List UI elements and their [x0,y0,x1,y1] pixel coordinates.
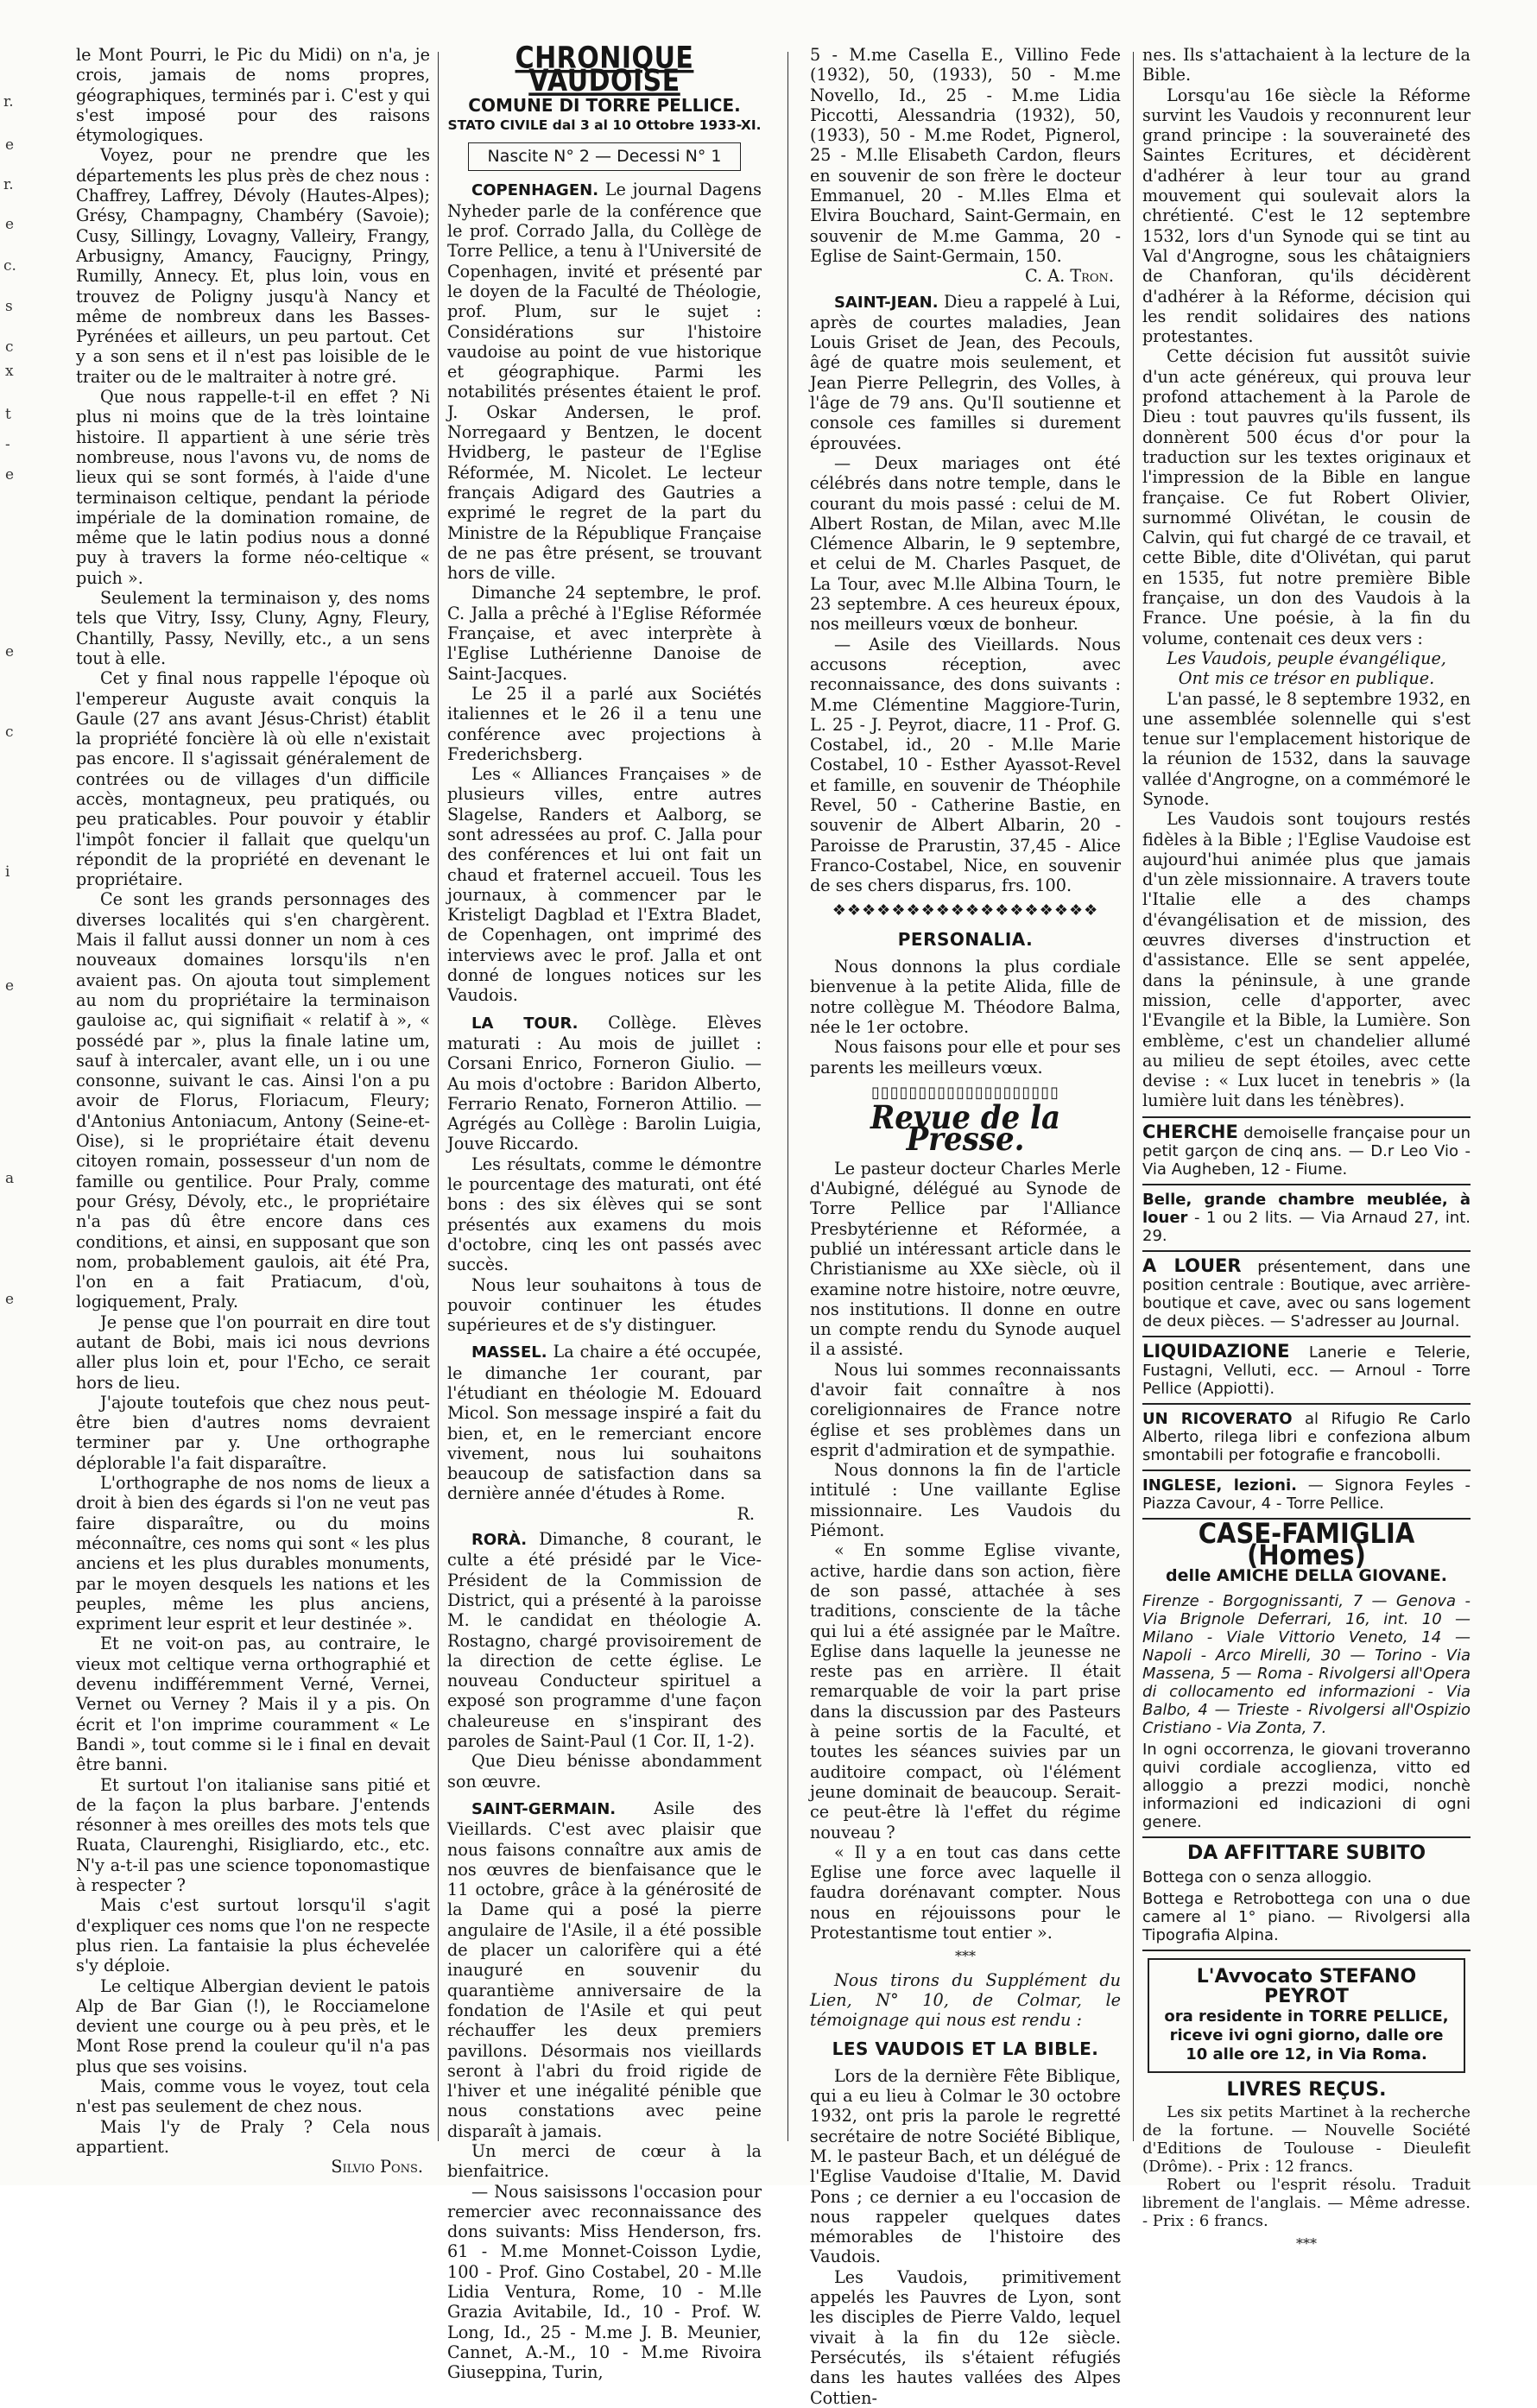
ad-heading: INGLESE, lezioni. [1142,1476,1297,1495]
section-title: CHRONIQUE VAUDOISE [515,41,694,99]
paragraph: J'ajoute toutefois que chez nous peut-être bien d'autres noms devraient terminer par y. Une orthographe déplorable l'a fait disparaître. [76,1392,430,1473]
ad-liquidazione [1142,1340,1471,1398]
ad-heading: UN RICOVERATO [1142,1409,1293,1428]
ad-affittare-heading: DA AFFITTARE SUBITO [1186,1842,1426,1864]
paragraph: Nous faisons pour elle et pour ses parents les meilleurs vœux. [810,1037,1121,1078]
paragraph: 5 - M.me Casella E., Villino Fede (1932), 50, (1933), 50 - M.me Novello, Id., 25 - M.me Lidia Piccotti, Alessandria (1932), 50, (1933), 50 - M.me Rodet, Pignerol, 25 - M.lle Elisabeth Cardon, fleurs en souvenir de son frère le docteur Emmanuel, 20 - M.lles Elma et Elvira Bouchard, Saint-Germain, en souvenir de M.me Gamma, 20 - Eglise de Saint-Germain, 150. [810,45,1121,266]
paragraph: Dimanche, 8 courant, le culte a été présidé par le Vice-Président de la Commission de District, qui a présenté à la paroisse M. le candidat en théologie A. Rostagno, chargé provisoirement de la direction de cette église. Le nouveau Conducteur spirituel a exposé son programme d'une façon chaleureuse en s'inspirant des paroles de Saint-Paul (1 Cor. II, 1-2). [447,1529,762,1752]
ad-ricoverato [1142,1410,1471,1464]
ad-text: In ogni occorrenza, le giovani troveranno quivi cordiale accoglienza, vitto ed alloggio a prezzi modici, nonchè informazioni ed indicazioni di ogni genere. [1142,1740,1471,1831]
column-chronique-continued [810,45,1121,2408]
paragraph: — Nous saisissons l'occasion pour remercier avec reconnaissance des dons suivants: Miss Henderson, frs. 61 - M.me Monnet-Coisson Lydie, 100 - Prof. Gino Costabel, 20 - M.lle Lidia Ventura, Rome, 10 - M.lle Grazia Avitabile, Id., 10 - Prof. W. Long, Id., 25 - M.me J. B. Meunier, Cannet, A.-M., 10 - M.me Rivoira Giuseppina, Turin, [447,2181,762,2383]
verse-line: Ont mis ce trésor en publique. [1178,668,1435,689]
ad-case-famiglia-subtitle: delle AMICHE DELLA GIOVANE. [1166,1566,1447,1586]
paragraph: Mais, comme vous le voyez, tout cela n'est pas seulement de chez nous. [76,2076,430,2117]
dateline: LA TOUR. [471,1014,579,1033]
margin-fragment: s [5,298,13,315]
author-signature: R. [737,1503,755,1524]
margin-fragment: e [5,977,15,995]
paragraph: Dimanche 24 septembre, le prof. C. Jalla a prêché à l'Eglise Réformée Française, et avec interprète à l'Eglise Luthérienne Danoise de Saint-Jacques. [447,583,762,684]
paragraph: Nous tirons du Supplément du Lien, N° 10, de Colmar, le témoignage qui nous est rendu : [810,1969,1121,2031]
paragraph: Que nous rappelle-t-il en effet ? Ni plus ni moins que de la très lointaine histoire. Il appartient à une série très nombreuse, nous l'avons vu, de noms de lieux qui se sont formés, à l'aide d'une terminaison celtique, pendant la période impériale de la domination romaine, de même que le latin podius nous a donné puy à travers la forme néo-celtique « puich ». [76,387,430,588]
dateline: RORÀ. [471,1531,528,1550]
stato-civile-heading: STATO CIVILE dal 3 al 10 Ottobre 1933-XI. [447,117,762,133]
ad-rule [1142,1469,1471,1471]
paragraph: Cette décision fut aussitôt suivie d'un acte généreux, qui prouva leur profond attachement à la Parole de Dieu : tout pauvres qu'ils fussent, ils donnèrent 500 écus d'or pour la traduction sur les textes originaux et l'impression de la Bible en langue française. Ce fut Robert Olivier, surnommé Olivétan, le cousin de Calvin, qui fut chargé de ce travail, et cette Bible, dite d'Olivétan, qui parut en 1535, fut notre première Bible française, un don des Vaudois à la France. Une poésie, à la fin du volume, contenait ces deux vers : [1142,346,1471,648]
paragraph: Le celtique Albergian devient le patois Alp de Bar Gian (!), le Rocciamelone devient une courge ou à peu près, et le Mont Rose prend la couleur qu'il n'a pas plus que ses voisins. [76,1975,430,2076]
paragraph: Robert ou l'esprit résolu. Traduit librement de l'anglais. — Même adresse. - Prix : 6 francs. [1142,2175,1471,2230]
column-rule [1133,52,1134,2141]
paragraph: — Deux mariages ont été célébrés dans notre temple, dans le courant du mois passé : celui de M. Albert Rostan, de Milan, avec M.lle Clémence Albarin, le 9 septembre, et celui de M. Charles Pasquet, de La Tour, avec M.lle Albina Tourn, le 23 septembre. A ces heureux époux, nos meilleurs vœux de bonheur. [810,452,1121,635]
margin-fragment: t [5,406,11,423]
column-rule [438,52,439,2141]
paragraph: Mais l'y de Praly ? Cela nous appartient. [76,2116,430,2157]
paragraph: Cet y final nous rappelle l'époque où l'empereur Auguste avait conquis la Gaule (27 ans avant Jésus-Christ) établit la propriété foncière là où elle n'existait pas encore. Il s'agissait généralement de contrées ou de villages d'un difficile accès, montagneux, peu pratiqués, ou peu praticables. Pour pouvoir y établir l'impôt foncier il fallait que quelqu'un répondit de la propriété en devenant le propriétaire. [76,668,430,890]
margin-fragment: c. [3,257,16,275]
paragraph: L'orthographe de nos noms de lieux a droit à bien des égards si l'on ne veut pas faire disparaître, ou du moins méconnaître, ces noms qui sont « les plus anciens et les plus durables monuments, par le moyen desquels les nations et les peuples, même les plus anciens, expriment leur esprit et leur destinée ». [76,1473,430,1634]
paragraph: Le journal Dagens Nyheder parle de la conférence que le prof. Corrado Jalla, du Collège de Torre Pellice, a tenu à l'Université de Copenhagen, invité et présenté par le doyen de la Faculté de Théologie, prof. Plum, sur le sujet : Considérations sur l'histoire vaudoise au point de vue historique et géographique. Parmi les notabilités présentes étaient le prof. J. Oskar Andersen, le prof. Norregaard y Bentzen, le docent Hvidberg, le pasteur de l'Eglise Réformée, M. Nicolet. Le lecteur français Adigard des Gautries a exprimé le regret de la part du Ministre de la République Française de ne pas être présent, se trouvant hors de ville. [447,180,762,584]
margin-fragment: r. [3,176,14,193]
paragraph: Les Vaudois, primitivement appelés les Pauvres de Lyon, sont les disciples de Pierre Valdo, lequel vivait à la fin du 12e siècle. Persécutés, ils s'étaient réfugiés dans les hautes vallées des Alpes Cottien- [810,2266,1121,2408]
ad-rule [1142,1950,1471,1951]
paragraph: Les « Alliances Françaises » de plusieurs villes, entre autres Slagelse, Randers et Aalborg, se sont adressées au prof. C. Jalla pour des conférences et lui ont fait un chaud et fraternel accueil. Tous les journaux, à commencer par le Kristeligt Dagblad et l'Extra Bladet, de Copenhagen, ont imprimé des interviews avec le prof. Jalla et ont donné de longues notices sur les Vaudois. [447,764,762,1006]
births-deaths-box: Nascite N° 2 — Decessi N° 1 [468,142,741,171]
ad-text: al Rifugio Re Carlo Alberto, rilega libri e confeziona album smontabili per fotografie e francobolli. [1142,1409,1471,1464]
paragraph: Les six petits Martinet à la recherche de la fortune. — Nouvelle Société d'Editions de Toulouse - Dieulefit (Drôme). - Prix : 12 francs. [1142,2102,1471,2176]
paragraph: Lors de la dernière Fête Biblique, qui a eu lieu à Colmar le 30 octobre 1932, ont pris la parole le regretté secrétaire de notre Société Biblique, M. le pasteur Bach, et un délégué de l'Eglise Vaudoise d'Italie, M. David Pons ; ce dernier a eu l'occasion de nous rappeler quelques dates mémorables de l'histoire des Vaudois. [810,2065,1121,2267]
margin-fragment: - [5,436,10,453]
paragraph: La chaire a été occupée, le dimanche 1er courant, par l'étudiant en théologie M. Edouard Micol. Son message inspiré a fait du bien, et, en le remerciant encore vivement, nous lui souhaitons beaucoup de satisfaction dans sa dernière année d'études à Rome. [447,1342,762,1504]
ad-rule [1142,1336,1471,1337]
dateline: MASSEL. [471,1343,547,1362]
column-toponymy-article [76,45,430,2177]
ad-text: présentement, dans une position centrale : Boutique, avec arrière-boutique et cave, avec ou sans logement de deux pièces. — S'adresser au Journal. [1142,1257,1471,1330]
ornamental-divider: ❖❖❖❖❖❖❖❖❖❖❖❖❖❖❖❖❖❖ [832,901,1099,920]
dateline: COPENHAGEN. [471,181,599,200]
paragraph: L'an passé, le 8 septembre 1932, en une assemblée solennelle qui s'est tenue sur l'emplacement historique de la réunion de 1532, dans la sauvage vallée d'Angrogne, on a commémoré le Synode. [1142,688,1471,809]
margin-fragment: c [5,724,14,741]
margin-fragment: a [5,1170,15,1187]
author-signature: C. A. Tron. [1025,266,1114,287]
ornamental-divider: ▯▯▯▯▯▯▯▯▯▯▯▯▯▯▯▯▯▯▯▯ [870,1083,1060,1102]
ad-rule [1142,1403,1471,1405]
ad-text: demoiselle française pour un petit garçon de cinq ans. — D.r Leo Vio - Via Augheben, 12 - Fiume. [1142,1123,1471,1179]
paragraph: le Mont Pourri, le Pic du Midi) on n'a, je crois, jamais de noms propres, géographiques, terminés par i. C'est y qui s'est imposé pour des raisons étymologiques. [76,45,430,146]
paragraph: Nous donnons la fin de l'article intitulé : Une vaillante Eglise missionnaire. Les Vaudois du Piémont. [810,1460,1121,1541]
left-margin-fragments [0,0,35,2185]
paragraph: Les résultats, comme le démontre le pourcentage des maturati, ont été bons : des six élèves qui se sont présentés aux examens du mois d'octobre, cinq les ont passés avec succès. [447,1153,762,1275]
ad-text: Bottega e Retrobottega con una o due camere al 1° piano. — Rivolgersi alla Tipografia Alpina. [1142,1889,1471,1944]
paragraph: Collège. Elèves maturati : Au mois de juillet : Corsani Enrico, Forneron Giulio. — Au mois d'octobre : Baridon Alberto, Ferrario Renato, Forneron Attilio. — Agrégés au Collège : Barolin Luigia, Jouve Riccardo. [447,1012,762,1154]
author-signature: Silvio Pons. [331,2157,423,2177]
paragraph: Nous lui sommes reconnaissants d'avoir fait connaître à nos coreligionnaires de France notre église et ses problèmes dans un esprit d'admiration et de sympathie. [810,1359,1121,1460]
commune-heading: COMUNE DI TORRE PELLICE. [468,94,741,116]
paragraph: Seulement la terminaison y, des noms tels que Vitry, Issy, Cluny, Agny, Fleury, Chantilly, Passy, Nevilly, etc., a un sens tout à elle. [76,588,430,668]
paragraph: Le 25 il a parlé aux Sociétés italiennes et le 26 il a tenu une conférence avec projections à Frederichsberg. [447,683,762,764]
margin-fragment: r. [3,93,14,111]
ad-a-louer [1142,1257,1471,1330]
paragraph: — Asile des Vieillards. Nous accusons réception, avec reconnaissance, des dons suivants : M.me Clémentine Maggiore-Turin, L. 25 - J. Peyrot, diacre, 11 - Prof. G. Costabel, id., 20 - M.lle Marie Costabel, 10 - Esther Ayassot-Revel et famille, en souvenir de Théophile Revel, 50 - Catherine Bastie, en souvenir de Albert Albarin, 20 - Paroisse de Prarustin, 37,45 - Alice Franco-Costabel, Nice, en souvenir de ses chers disparus, frs. 100. [810,634,1121,896]
paragraph: Asile des Vieillards. C'est avec plaisir que nous faisons connaître aux amis de nos œuvres de bienfaisance que le 11 octobre, grâce à la générosité de la Dame qui a posé la pierre angulaire de l'Asile, il a été possible de placer un calorifère qui a été inauguré en souvenir du quarantième anniversaire de la fondation de l'Asile et qui peut réchauffer les deux premiers pavillons. Désormais nos vieillards seront à l'abri du froid rigide de l'hiver et une inégalité pénible que nous constations avec peine disparaît à jamais. [447,1798,762,2141]
paragraph: « Il y a en tout cas dans cette Eglise une force avec laquelle il faudra dorénavant compter. Nous nous en réjouissons pour le Protestantisme tout entier ». [810,1842,1121,1943]
margin-fragment: e [5,643,15,660]
ad-heading: A LOUER [1142,1255,1242,1276]
paragraph: Voyez, pour ne prendre que les départements les plus près de chez nous : Chaffrey, Laffrey, Dévoly (Hautes-Alpes); Grésy, Champagny, Chambéry (Savoie); Cusy, Sillingy, Lovagny, Valleiry, Frangy, Arbusigny, Amancy, Faucigny, Pringy, Rumilly, Annecy. Et, plus loin, vous en trouvez de Poligny jusqu'à Nancy et même de nombreux dans les Basses-Pyrénées et ailleurs, un peu partout. Cet y a son sens et il n'est pas loisible de le traiter ou de le maltraiter à notre gré. [76,145,430,387]
ad-case-famiglia-title: CASE-FAMIGLIA (Homes) [1198,1516,1415,1571]
ad-text: - 1 ou 2 lits. — Via Arnaud 27, int. 29. [1142,1208,1471,1245]
stars-separator: *** [1296,2234,1317,2252]
ad-heading: LIQUIDAZIONE [1142,1340,1290,1362]
column-rule [787,52,788,2141]
ad-heading: Belle, grande chambre meublée, à louer [1142,1190,1471,1227]
ad-cherche [1142,1123,1471,1179]
dateline: SAINT-JEAN. [834,293,939,312]
paragraph: nes. Ils s'attachaient à la lecture de la Bible. [1142,45,1471,85]
ad-rule [1142,1250,1471,1252]
ad-belle-chambre [1142,1191,1471,1245]
personalia-heading: PERSONALIA. [897,928,1034,950]
livres-heading: LIVRES REÇUS. [1226,2078,1387,2101]
paragraph: Ce sont les grands personnages des diverses localités qui s'en chargèrent. Mais il fallut aussi donner un nom à ces nouveaux domaines lorsqu'ils n'en avaient pas. On ajouta tout simplement au nom du propriétaire la terminaison gauloise ac, qui signifiait « relatif à », « possédé par », plus la finale latine um, sauf à intercaler, avant elle, un i ou une consonne, suivant le cas. Ainsi l'on a pu avoir de Florus, Floriacum, Fleury; d'Antonius Antoniacum, Antony (Seine-et-Oise), si le propriétaire était devenu citoyen romain, possesseur d'un nom de famille ou gentilice. Pour Praly, comme pour Grésy, Dévoly, etc., le propriétaire n'a pas dû être encore dans ces conditions, et ainsi, en supposant que son nom, probablement gaulois, ait été Pra, l'on en a fait Pratiacum, d'où, logiquement, Praly. [76,889,430,1312]
vaudois-bible-heading: LES VAUDOIS ET LA BIBLE. [832,2038,1099,2059]
paragraph: Lorsqu'au 16e siècle la Réforme survint les Vaudois y reconnurent leur grand principe : la souveraineté des Saintes Ecritures, et décidèrent d'adhérer à leur tour au grand mouvement qui soulevait alors la chrétienté. C'est le 12 septembre 1532, lors d'un Synode qui se tint au Val d'Angrogne, sous les châtaigniers de Chanforan, qu'ils décidèrent d'adhérer à la Réforme, décision qui les rendit solidaires des nations protestantes. [1142,85,1471,347]
ad-avvocato-name: L'Avvocato STEFANO PEYROT [1196,1965,1417,2008]
paragraph: Nous leur souhaitons à tous de pouvoir continuer les études supérieures et de s'y distinguer. [447,1274,762,1336]
dateline: SAINT-GERMAIN. [471,1799,617,1818]
paragraph: Le pasteur docteur Charles Merle d'Aubigné, délégué au Synode de Torre Pellice par l'Alliance Presbytérienne et Réformée, a publié un intéressant article dans le Christianisme au XXe siècle, où il examine notre histoire, notre œuvre, nos institutions. Il donne en outre un compte rendu du Synode auquel il a assisté. [810,1158,1121,1360]
ad-inglese [1142,1476,1471,1513]
ad-rule [1142,1116,1471,1118]
revue-heading: Revue de la Presse. [870,1098,1061,1160]
paragraph: « En somme Eglise vivante, active, hardie dans son action, fière de son passé, attachée à ses traditions, consciente de la tâche qui lui a été assignée par le Maître. Eglise dans laquelle la jeunesse ne reste pas en arrière. Il était remarquable de voir la part prise dans la discussion par des Pasteurs à peine sortis de la Faculté, et toutes les séances suivies par un auditoire compact, où l'élément jeune dominait de beaucoup. Serait-ce peut-être là l'effet du régime nouveau ? [810,1540,1121,1842]
ad-text: — Signora Feyles - Piazza Cavour, 4 - Torre Pellice. [1142,1476,1471,1513]
ad-text: Bottega con o senza alloggio. [1142,1868,1372,1887]
ad-rule [1142,1184,1471,1185]
paragraph: Mais c'est surtout lorsqu'il s'agit d'expliquer ces noms que l'on ne respecte plus rien. La fantaisie la plus échevelée s'y déploie. [76,1895,430,1976]
stars-separator: *** [955,1948,976,1965]
ad-rule [1142,1836,1471,1838]
verse-line: Les Vaudois, peuple évangélique, [1167,648,1446,668]
column-chronique [447,41,762,2383]
margin-fragment: i [5,863,10,881]
ad-text: Lanerie e Telerie, Fustagni, Velluti, ecc. — Arnoul - Torre Pellice (Appiotti). [1142,1343,1471,1398]
ad-heading: CHERCHE [1142,1121,1238,1142]
paragraph: Je pense que l'on pourrait en dire tout autant de Bobi, mais ici nous devrions aller plus loin et, pour l'Echo, ce serait hors de lieu. [76,1311,430,1393]
ad-avvocato-box [1148,1958,1465,2073]
margin-fragment: c [5,338,14,356]
paragraph: Un merci de cœur à la bienfaitrice. [447,2140,762,2182]
paragraph: Que Dieu bénisse abondamment son œuvre. [447,1751,762,1792]
paragraph: Nous donnons la plus cordiale bienvenue à la petite Alida, fille de notre collègue M. Théodore Balma, née le 1er octobre. [810,957,1121,1037]
ad-avvocato-text: ora residente in TORRE PELLICE, riceve ivi ogni giorno, dalle ore 10 alle ore 12, in Via Roma. [1164,2007,1449,2064]
column-bible-and-ads [1142,45,1471,2252]
margin-fragment: e [5,466,15,483]
paragraph: Et ne voit-on pas, au contraire, le vieux mot celtique verna orthographié et devenu indifféremment Verné, Vernei, Vernet ou Verney ? Mais il y a pis. On écrit et l'on imprime couramment « Le Bandi », tout comme si le i final en devait être banni. [76,1634,430,1775]
ad-text: Firenze - Borgognissanti, 7 — Genova - Via Brignole Deferrari, 16, int. 10 — Milano - Viale Vittorio Veneto, 14 — Napoli - Arco Mirelli, 30 — Torino - Via Massena, 5 — Roma - Rivolgersi all'Opera di collocamento ed informazioni - Via Balbo, 4 — Trieste - Rivolgersi all'Ospizio Cristiano - Via Zonta, 7. [1142,1591,1471,1737]
margin-fragment: e [5,1291,15,1308]
margin-fragment: x [5,363,14,380]
paragraph: Dieu a rappelé à Lui, après de courtes maladies, Jean Louis Griset de Jean, des Pecouls, âgé de quatre mois seulement, et Jean Pierre Pellegrin, des Volles, à l'âge de 79 ans. Qu'Il soutienne et console ces familles si durement éprouvées. [810,291,1121,453]
paragraph: Et surtout l'on italianise sans pitié et de la façon la plus barbare. J'entends résonner à mes oreilles des mots tels que Ruata, Claurenghi, Risigliardo, etc., etc. N'y a-t-il pas une science toponomastique à respecter ? [76,1774,430,1896]
paragraph: Les Vaudois sont toujours restés fidèles à la Bible ; l'Eglise Vaudoise est aujourd'hui animée plus que jamais d'un zèle missionnaire. A travers toute l'Italie elle a des champs d'évangélisation et de mission, des œuvres diverses d'instruction et d'assistance. Elle se sent appelée, dans la péninsule, à une grande mission, celle d'apporter, avec l'Evangile et la Bible, la Lumière. Son emblème, c'est un chandelier allumé au milieu de sept étoiles, avec cette devise : « Lux lucet in tenebris » (la lumière luit dans les ténèbres). [1142,809,1471,1111]
margin-fragment: e [5,136,15,154]
margin-fragment: e [5,216,15,233]
